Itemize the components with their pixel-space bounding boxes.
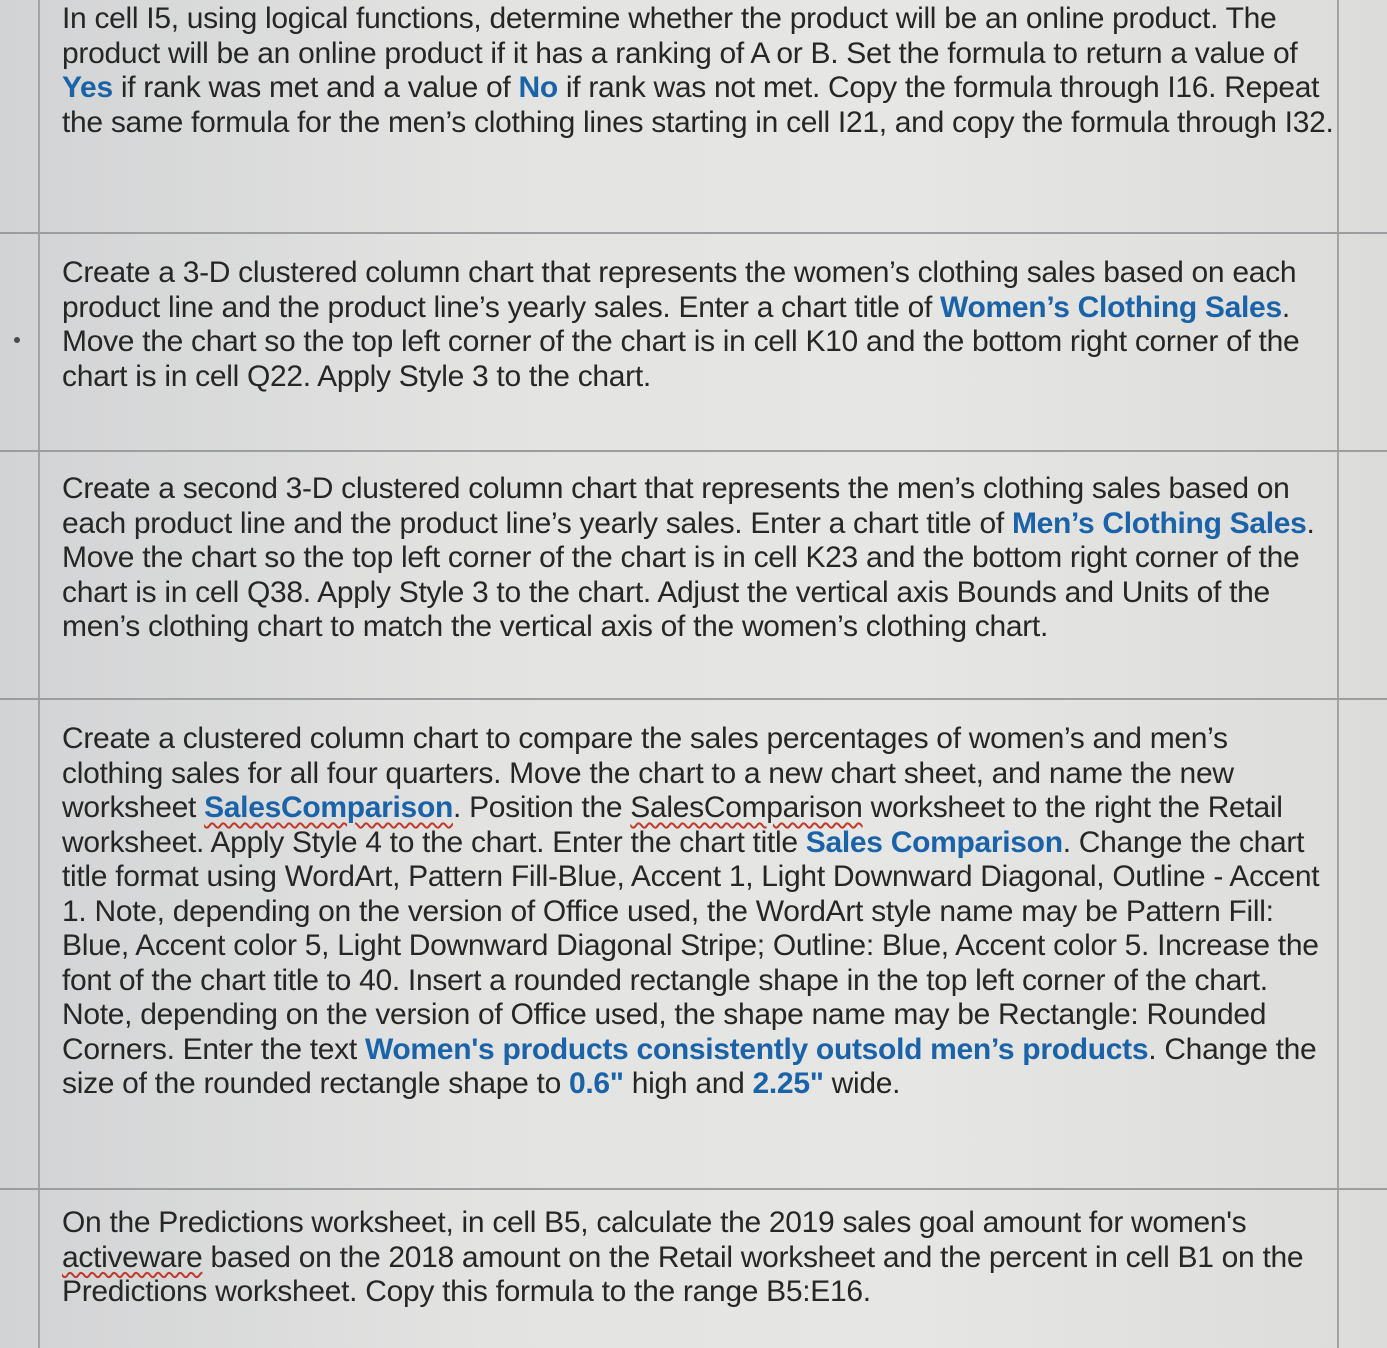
points-cell xyxy=(1337,234,1387,450)
row-number-cell xyxy=(0,234,40,450)
table-row xyxy=(0,232,1387,450)
instruction-text: . Change the chart title format using WordArt, Pattern Fill-Blue, Accent 1, Light Downward Diagonal, Outline - Accent 1. Note, depending on the version of Office used, the WordArt style name may be Pattern Fill: Blue, Accent color 5, Light Downward Diagonal Stripe; Outline: Blue, Accent color 5. Increase the font of the chart title to 40. Insert a rounded rectangle shape in the top left corner of the chart. Note, depending on the version of Office used, the shape name may be Rectangle: Rounded Corners. Enter the text xyxy=(62,825,1320,1066)
instruction-cell-5 xyxy=(62,1206,1334,1310)
instruction-text: Create a 3-D clustered column chart that represents the women’s clothing sales based on each product line and the product line’s yearly sales. Enter a chart title of xyxy=(62,256,1297,324)
points-cell xyxy=(1337,1190,1387,1348)
instruction-text: In cell I5, using logical functions, determine whether the product will be an online product. The product will be an online product if it has a ranking of A or B. Set the formula to return a value of xyxy=(62,2,1298,70)
instruction-text: . Change the size of the rounded rectangle shape to xyxy=(62,1032,1317,1100)
instruction-text: high and xyxy=(623,1067,753,1100)
row-number-cell xyxy=(0,1190,40,1348)
instruction-text: . Position the xyxy=(453,791,631,824)
instruction-text: based on the 2018 amount on the Retail worksheet and the percent in cell B1 on the Predictions worksheet. Copy this formula to the range B5:E16. xyxy=(62,1240,1304,1308)
highlighted-term: Men’s Clothing Sales xyxy=(1011,506,1307,540)
instruction-text: if rank was not met. Copy the formula through I16. Repeat the same formula for the men’s clothing lines starting in cell I21, and copy the formula through I32. xyxy=(62,71,1334,139)
highlighted-term: Women's products consistently outsold men’s products xyxy=(364,1032,1149,1066)
row-number-cell xyxy=(0,0,40,232)
highlighted-term: SalesComparison xyxy=(204,791,453,824)
instruction-cell-4 xyxy=(62,722,1334,1102)
table-row xyxy=(0,1188,1387,1348)
instruction-text: On the Predictions worksheet, in cell B5, calculate the 2019 sales goal amount for women's xyxy=(62,1206,1247,1239)
table-row xyxy=(0,698,1387,1188)
instruction-cell-3 xyxy=(62,472,1334,645)
highlighted-term: Sales Comparison xyxy=(805,825,1063,859)
highlighted-term: 0.6" xyxy=(569,1067,624,1100)
row-number-cell xyxy=(0,700,40,1188)
points-cell xyxy=(1337,0,1387,232)
points-cell xyxy=(1337,700,1387,1188)
table-row xyxy=(0,0,1387,232)
highlighted-term: Yes xyxy=(62,71,113,104)
bullet-icon xyxy=(14,337,20,343)
points-cell xyxy=(1337,452,1387,698)
row-number-cell xyxy=(0,452,40,698)
misspelled-word: SalesComparison xyxy=(630,791,863,824)
highlighted-term: No xyxy=(518,71,558,104)
instruction-text: if rank was met and a value of xyxy=(112,71,519,104)
highlighted-term: Women’s Clothing Sales xyxy=(940,290,1282,324)
highlighted-term: 2.25" xyxy=(752,1067,824,1100)
instruction-text: wide. xyxy=(823,1067,901,1100)
instruction-text: Create a clustered column chart to compare the sales percentages of women’s and men’s clothing sales for all four quarters. Move the chart to a new chart sheet, and name the new worksheet xyxy=(62,722,1234,824)
instruction-cell-1 xyxy=(62,2,1334,140)
instruction-text: Create a second 3-D clustered column chart that represents the men’s clothing sales based on each product line and the product line’s yearly sales. Enter a chart title of xyxy=(62,472,1290,540)
instruction-text: . Move the chart so the top left corner of the chart is in cell K10 and the bottom right corner of the chart is in cell Q22. Apply Style 3 to the chart. xyxy=(62,290,1300,393)
instruction-cell-2 xyxy=(62,256,1334,394)
instruction-text: worksheet to the right the Retail worksheet. Apply Style 4 to the chart. Enter the chart title xyxy=(62,791,1283,859)
misspelled-word: activeware xyxy=(62,1240,203,1274)
instruction-text: . Move the chart so the top left corner of the chart is in cell K23 and the bottom right corner of the chart is in cell Q38. Apply Style 3 to the chart. Adjust the vertical axis Bounds and Units of the men’s clothing chart to match the vertical axis of the women’s clothing chart. xyxy=(62,506,1315,643)
table-row xyxy=(0,450,1387,698)
